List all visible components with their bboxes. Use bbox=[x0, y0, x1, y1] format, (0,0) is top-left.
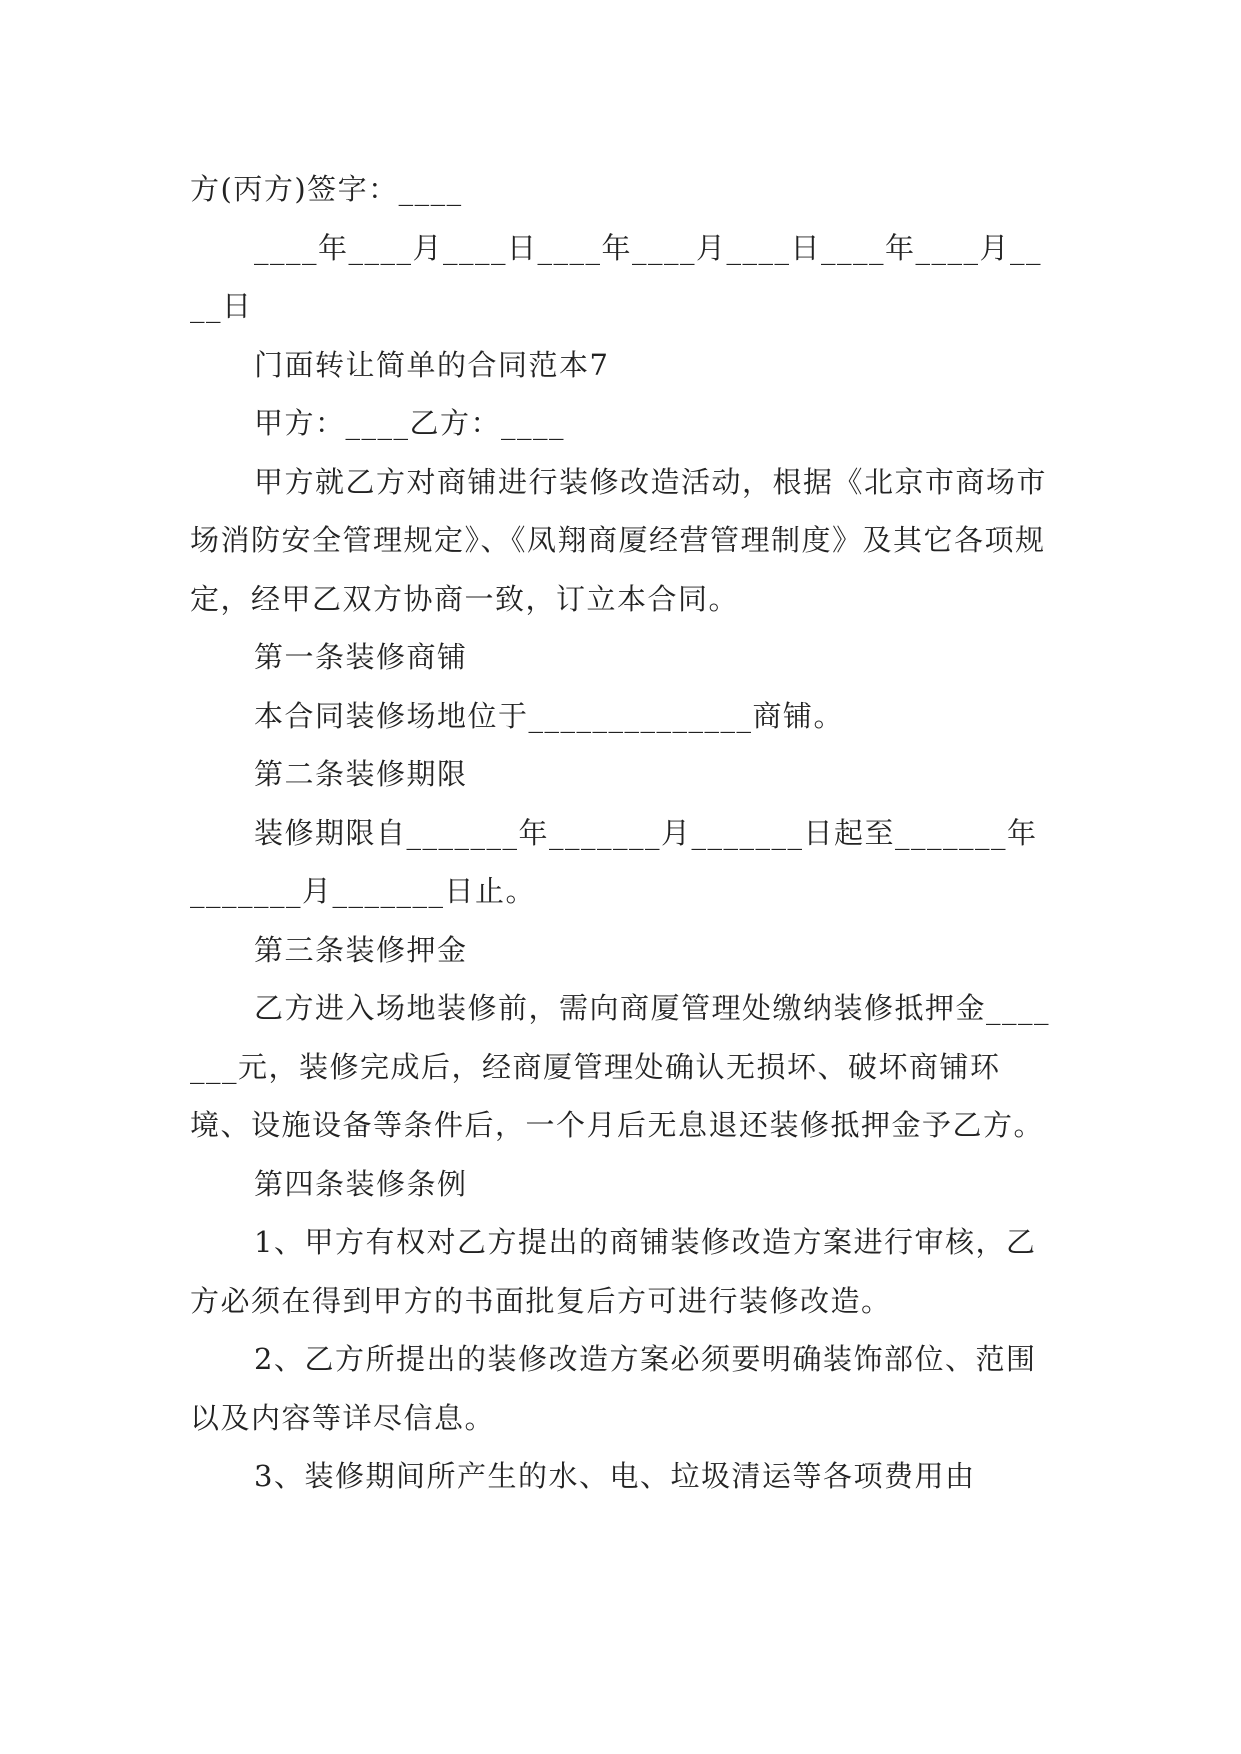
article-3-body: 乙方进入场地装修前，需向商厦管理处缴纳装修抵押金_______元，装修完成后，经商厦管理处确认无损坏、破坏商铺环境、设施设备等条件后，一个月后无息退还装修抵押金予乙方。 bbox=[190, 991, 1051, 1142]
document-body bbox=[190, 160, 1050, 1506]
contract-title: 门面转让简单的合同范本7 bbox=[254, 347, 610, 382]
signature-date-line: ____年____月____日____年____月____日____年____月____日 bbox=[190, 230, 1043, 323]
article-4-item-3: 3、装修期间所产生的水、电、垃圾清运等各项费用由 bbox=[254, 1459, 976, 1493]
article-2-body: 装修期限自_______年_______月_______日起至_______年_______月_______日止。 bbox=[190, 815, 1038, 908]
parties-line: 甲方：____乙方：____ bbox=[254, 406, 566, 440]
article-4-heading: 第四条装修条例 bbox=[254, 1166, 468, 1201]
article-3-heading: 第三条装修押金 bbox=[254, 932, 468, 967]
preamble-paragraph: 甲方就乙方对商铺进行装修改造活动，根据《北京市商场市场消防安全管理规定》、《凤翔商厦经营管理制度》及其它各项规定，经甲乙双方协商一致，订立本合同。 bbox=[190, 464, 1048, 616]
signature-line-party-c: 方(丙方)签字：____ bbox=[190, 172, 463, 206]
article-2-heading: 第二条装修期限 bbox=[254, 757, 468, 791]
article-1-heading: 第一条装修商铺 bbox=[254, 640, 468, 674]
article-1-body: 本合同装修场地位于______________商铺。 bbox=[254, 698, 845, 733]
article-4-item-2: 2、乙方所提出的装修改造方案必须要明确装饰部位、范围以及内容等详尽信息。 bbox=[190, 1342, 1037, 1435]
article-4-item-1: 1、甲方有权对乙方提出的商铺装修改造方案进行审核，乙方必须在得到甲方的书面批复后方可进行装修改造。 bbox=[190, 1225, 1037, 1318]
